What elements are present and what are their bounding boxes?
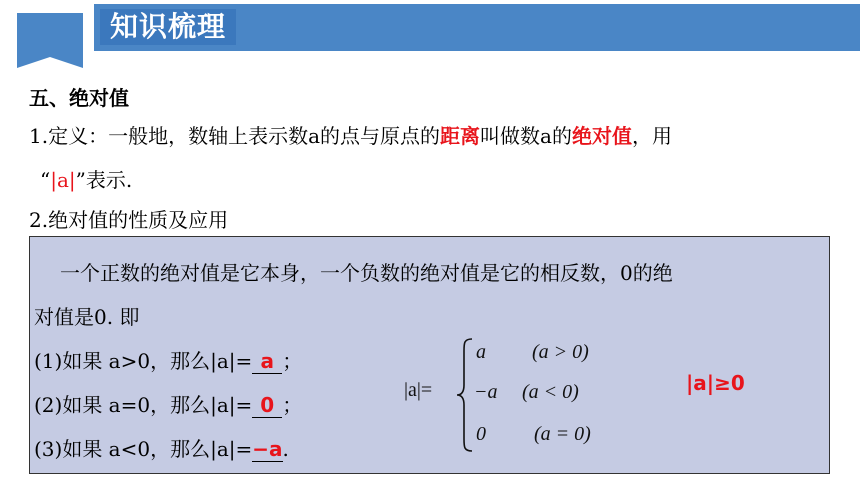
case-2 [34,389,302,418]
case-1 [34,345,302,374]
piecewise-cond-1: (a > 0) [532,341,589,363]
case-1-answer: a [252,349,282,374]
term-distance: 距离 [440,124,481,148]
section-heading: 五、绝对值 [29,86,129,110]
definition-line-2 [40,164,132,193]
case-3-answer: −a [252,437,283,461]
case-2-answer: 0 [252,393,282,418]
case-1-label: (1)如果 a>0，那么|a|= [34,349,253,373]
properties-box [29,236,830,474]
case-2-end: ； [282,393,303,417]
curly-brace-icon [454,337,476,453]
case-3-end: . [282,437,289,461]
piecewise-cond-3: (a = 0) [534,423,591,445]
definition-line-1 [29,120,672,149]
piecewise-lhs: |a|= [404,379,433,401]
piecewise-expr-3: 0 [476,423,486,445]
page-title: 知识梳理 [100,9,236,45]
open-quote: “ [40,168,51,192]
case-3-label: (3)如果 a<0，那么|a|= [34,437,253,461]
piecewise-expr-2: −a [474,381,498,403]
term-absolute-value: 绝对值 [571,124,632,148]
intro-line-1: 一个正数的绝对值是它本身，一个负数的绝对值是它的相反数，0的绝 [60,261,673,285]
close-quote-text: ”表示. [75,168,133,192]
piecewise-cond-2: (a < 0) [522,381,579,403]
piecewise-expr-1: a [476,341,486,363]
definition-middle: 叫做数a的 [480,124,572,148]
case-3 [34,433,289,462]
definition-prefix: 1.定义：一般地，数轴上表示数a的点与原点的 [29,124,441,148]
definition-suffix: ，用 [631,124,672,148]
intro-line-2: 对值是0. 即 [34,305,140,329]
abs-symbol: |a| [50,168,76,192]
case-2-label: (2)如果 a=0，那么|a|= [34,393,253,417]
properties-heading: 2.绝对值的性质及应用 [29,208,229,232]
nonnegative-property: |a|≥0 [686,371,745,395]
section-tab-decoration [17,13,83,68]
case-1-end: ； [282,349,303,373]
